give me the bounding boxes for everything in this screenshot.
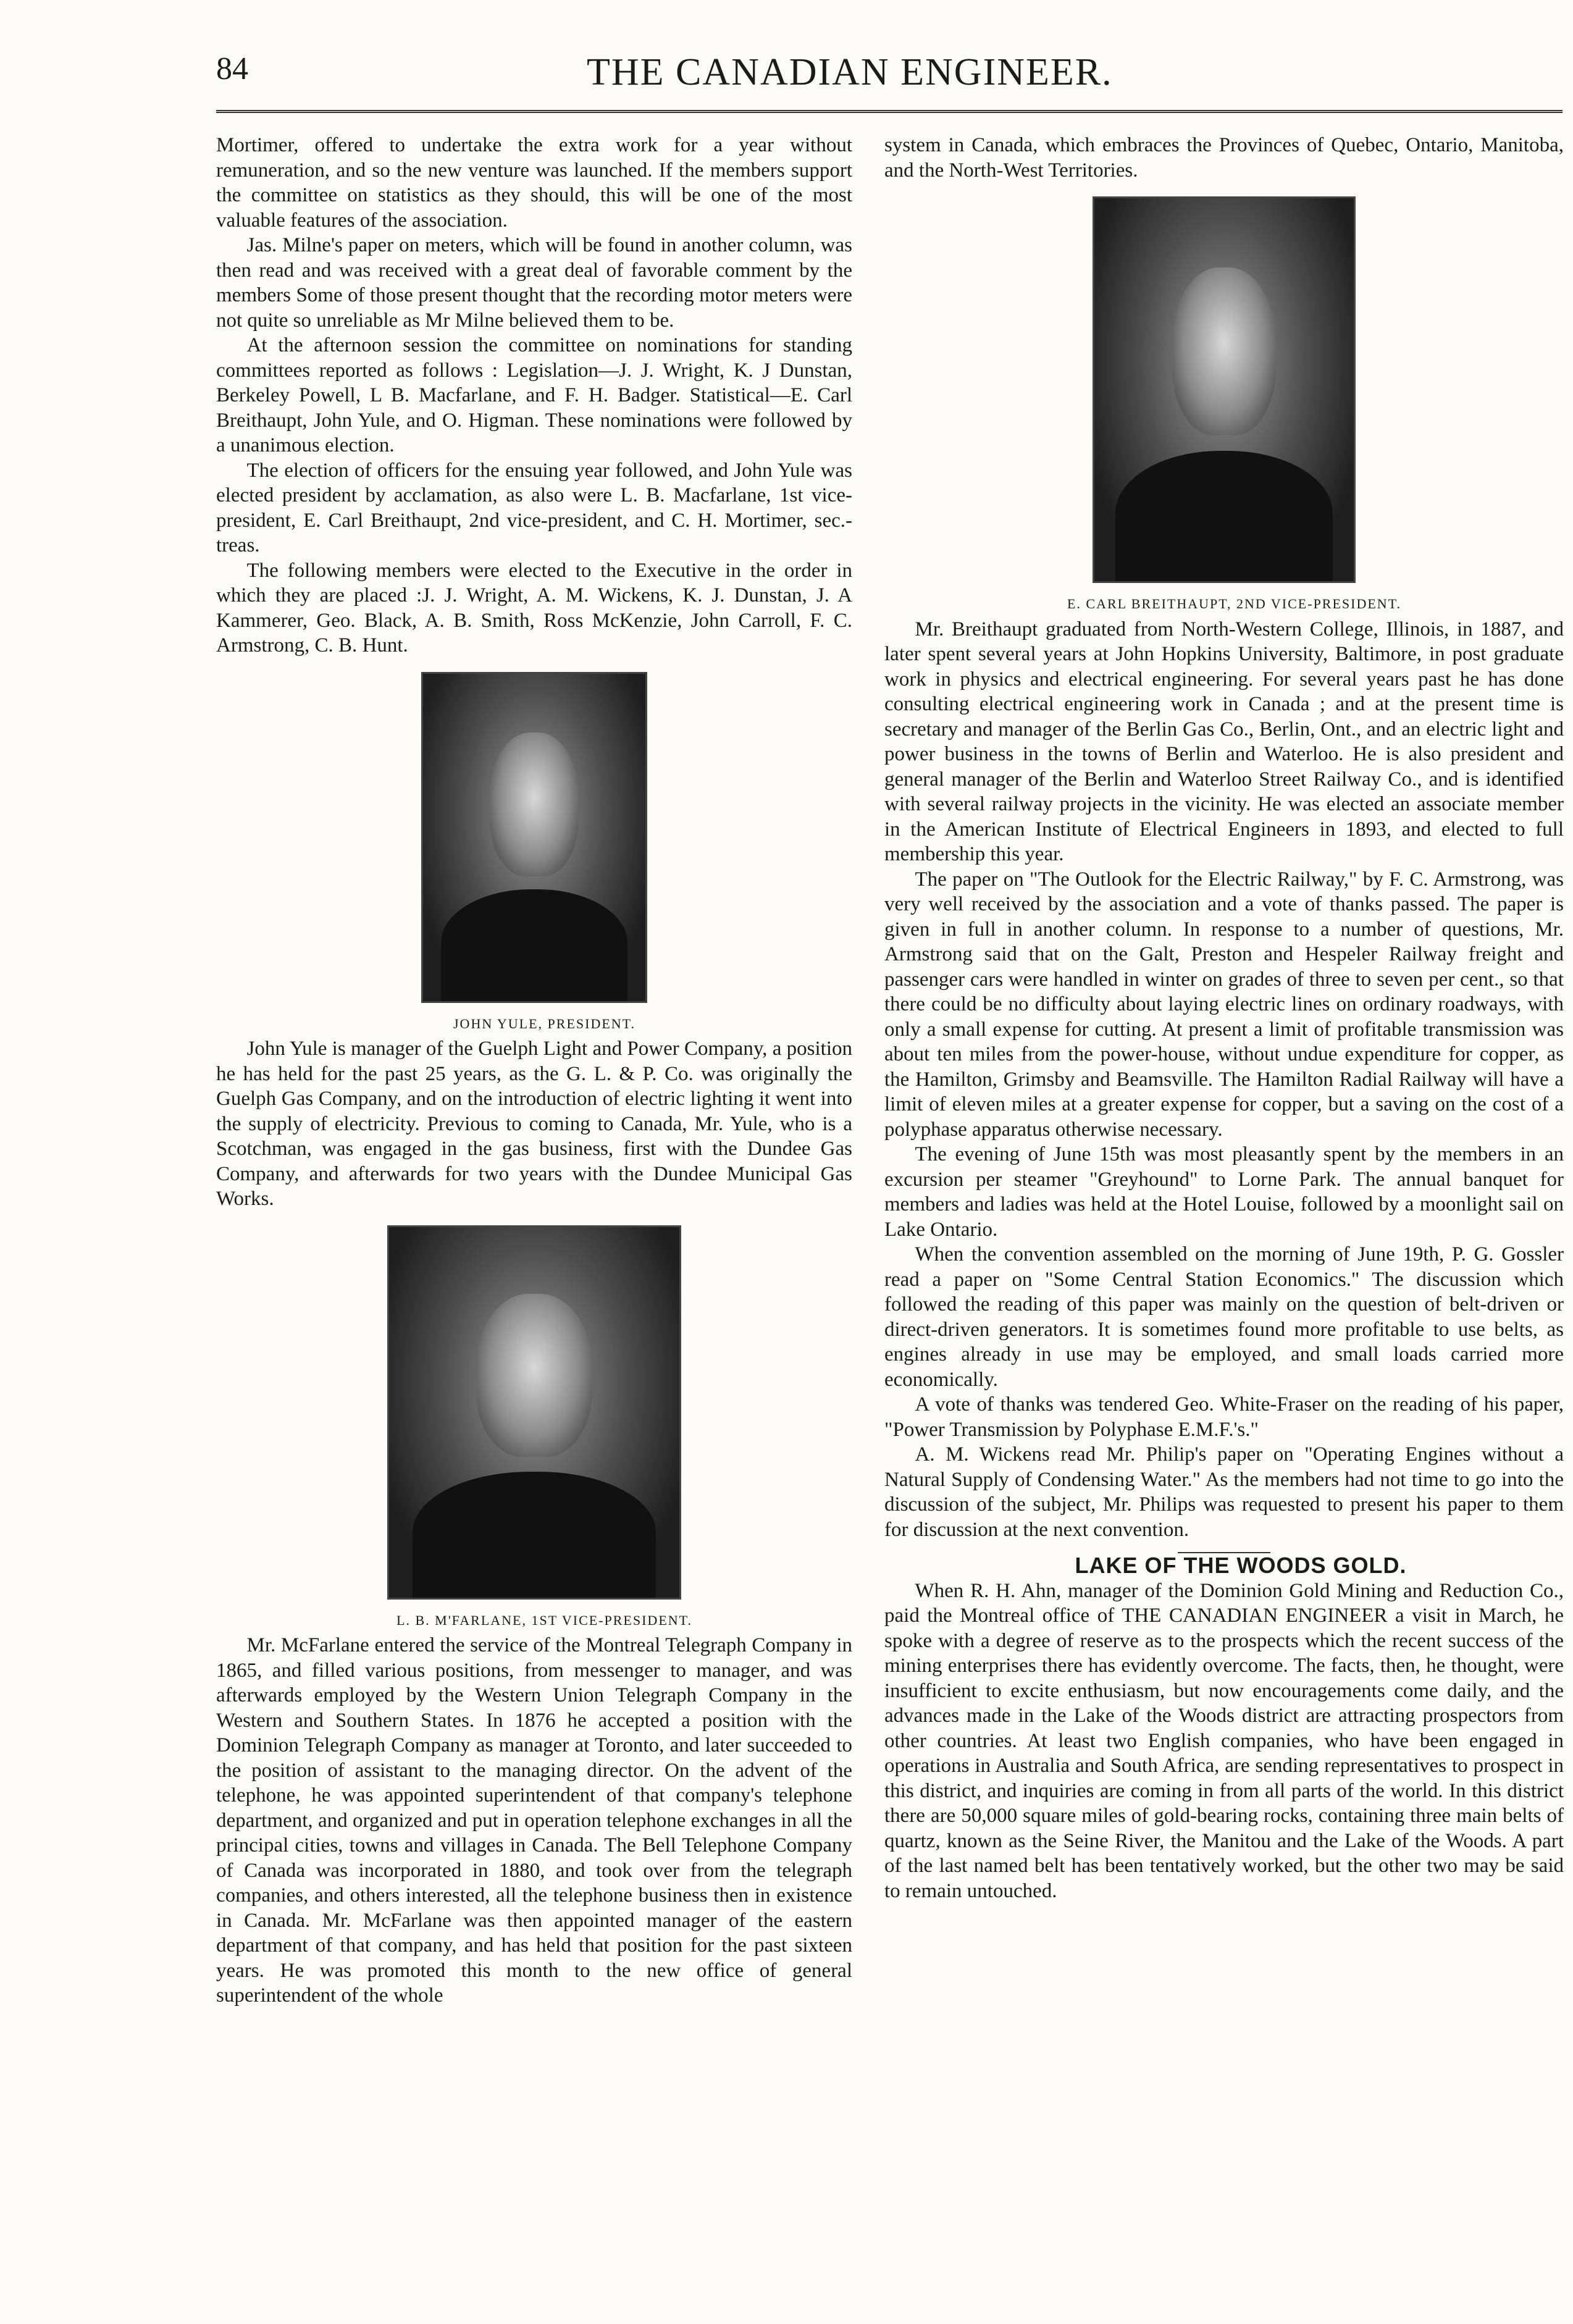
right-column [884,133,1564,1903]
paragraph: The paper on "The Outlook for the Electric Railway," by F. C. Armstrong, was very well received by the association and a vote of thanks passed. The paper is given in full in another column. In response to a number of questions, Mr. Armstrong said that on the Galt, Preston and Hespeler Railway freight and passenger cars were handled in winter on grades of three to seven per cent., so that there could be no difficulty about laying electric lines on ordinary roadways, with only a small expense for cutting. At present a limit of profitable transmission was about ten miles from the power-house, without undue expenditure for copper, as the Hamilton, Grimsby and Beamsville. The Hamilton Radial Railway will have a limit of eleven miles at a greater expense for copper, but a saving on the cost of a polyphase apparatus otherwise necessary. [884,868,1564,1141]
photo-caption: L. B. M'FARLANE, 1ST VICE-PRESIDENT. [396,1612,692,1628]
paragraph: The election of officers for the ensuing year followed, and John Yule was elected president by acclamation, as also were L. B. Macfarlane, 1st vice-president, E. Carl Breithaupt, 2nd vice-president, and C. H. Mortimer, sec.-treas. [216,459,852,556]
page-header [216,51,1563,106]
paragraph: The evening of June 15th was most pleasantly spent by the members in an excursion per steamer "Greyhound" to Lorne Park. The annual banquet for members and ladies was held at the Hotel Louise, followed by a moonlight sail on Lake Ontario. [884,1143,1564,1241]
portrait-head [476,1294,592,1457]
section-heading: LAKE OF THE WOODS GOLD. [1075,1553,1407,1578]
paragraph: Mortimer, offered to undertake the extra work for a year without remuneration, and so the new venture was launched. If the members support the committee on statistics as they should, this will be one of the most valuable features of the association. [216,134,852,232]
left-column [216,133,852,2008]
paragraph: The following members were elected to the Executive in the order in which they are placed :J. J. Wright, A. M. Wickens, K. J. Dunstan, J. A Kammerer, Geo. Black, A. B. Smith, Ross McKenzie, John Carroll, F. C. Armstrong, C. B. Hunt. [216,559,852,657]
portrait-head [1172,267,1276,436]
paragraph: A. M. Wickens read Mr. Philip's paper on "Operating Engines without a Natural Supply of Condensing Water." As the members had not time to go into the discussion of the subject, Mr. Philips was requested to present his paper to them for discussion at the next convention. [884,1443,1564,1541]
paragraph: At the afternoon session the committee on nominations for standing committees reported as follows : Legislation—J. J. Wright, K. J Dunstan, Berkeley Powell, L B. Macfarlane, and F. H. Badger. Statistical—E. Carl Breithaupt, John Yule, and O. Higman. These nominations were followed by a unanimous election. [216,334,852,456]
portrait-head [490,732,579,876]
photo-caption: E. CARL BREITHAUPT, 2ND VICE-PRESIDENT. [1067,596,1401,611]
portrait-body [441,889,627,1000]
paragraph: system in Canada, which embraces the Provinces of Quebec, Ontario, Manitoba, and the North-West Territories. [884,134,1564,182]
paragraph: Mr. Breithaupt graduated from North-Western College, Illinois, in 1887, and later spent several years at John Hopkins University, Baltimore, in post graduate work in physics and electrical engineering. For several years past he has done consulting electrical engineering work in Canada ; and at the present time is secretary and manager of the Berlin Gas Co., Berlin, Ont., and an electric light and power business in the towns of Berlin and Waterloo. He is also president and general manager of the Berlin and Waterloo Street Railway Co., and is identified with several railway projects in the vicinity. He was elected an associate member in the American Institute of Electrical Engineers in 1893, and elected to full membership this year. [884,618,1564,865]
paragraph: When R. H. Ahn, manager of the Dominion Gold Mining and Reduction Co., paid the Montreal office of THE CANADIAN ENGINEER a visit in March, he spoke with a degree of reserve as to the prospects which the recent success of the mining enterprises there has evidently overcome. The facts, then, he thought, were insufficient to excite enthusiasm, but now encouragements come daily, and the advances made in the Lake of the Woods district are attracting prospectors from other countries. At least two English companies, who have been engaged in operations in Australia and South Africa, are sending representatives to prospect in this district, and inquiries are coming in from all parts of the world. In this district there are 50,000 square miles of gold-bearing rocks, containing three main belts of quartz, known as the Seine River, the Manitou and the Lake of the Woods. A part of the last named belt has been tentatively worked, but the other two may be said to remain untouched. [884,1579,1564,1902]
paragraph: When the convention assembled on the morning of June 19th, P. G. Gossler read a paper on "Some Central Station Economics." The discussion which followed the reading of this paper was mainly on the question of belt-driven or direct-driven generators. It is sometimes found more profitable to use belts, as engines already in use may be employed, and small loads carried more economically. [884,1243,1564,1391]
paragraph: Jas. Milne's paper on meters, which will be found in another column, was then read and was received with a great deal of favorable comment by the members Some of those present thought that the recording motor meters were not quite so unreliable as Mr Milne believed them to be. [216,234,852,332]
running-title: THE CANADIAN ENGINEER. [587,51,1113,93]
portrait-body [413,1472,656,1598]
paragraph: A vote of thanks was tendered Geo. White-Fraser on the reading of his paper, "Power Transmission by Polyphase E.M.F.'s." [884,1393,1564,1441]
portrait-body [1115,451,1333,581]
photo-caption: JOHN YULE, PRESIDENT. [453,1015,635,1031]
paragraph: John Yule is manager of the Guelph Light and Power Company, a position he has held for the past 25 years, as the G. L. & P. Co. was originally the Guelph Gas Company, and on the introduction of electric lighting it went into the supply of electricity. Previous to coming to Canada, Mr. Yule, who is a Scotchman, was engaged in the gas business, first with the Dundee Gas Company, and afterwards for two years with the Dundee Municipal Gas Works. [216,1038,852,1210]
portrait-john-yule [421,672,647,1003]
portrait-e-carl-breithaupt [1093,196,1356,583]
paragraph: Mr. McFarlane entered the service of the Montreal Telegraph Company in 1865, and filled various positions, from messenger to manager, and was afterwards employed by the Western Union Telegraph Company in the Western and Southern States. In 1876 he accepted a position with the Dominion Telegraph Company as manager at Toronto, and later succeeded to the position of assistant to the managing director. On the advent of the telephone, he was appointed superintendent of that company's telephone department, and organized and put in operation telephone exchanges in all the principal cities, towns and villages in Canada. The Bell Telephone Company of Canada was incorporated in 1880, and took over from the telegraph companies, and others interested, all the telephone business then in existence in Canada. Mr. McFarlane was then appointed manager of the eastern department of that company, and has held that position for the past sixteen years. He was promoted this month to the new office of general superintendent of the whole [216,1634,852,2007]
portrait-lb-mcfarlane [387,1225,681,1600]
page-number: 84 [216,51,248,86]
header-rule [216,110,1563,113]
